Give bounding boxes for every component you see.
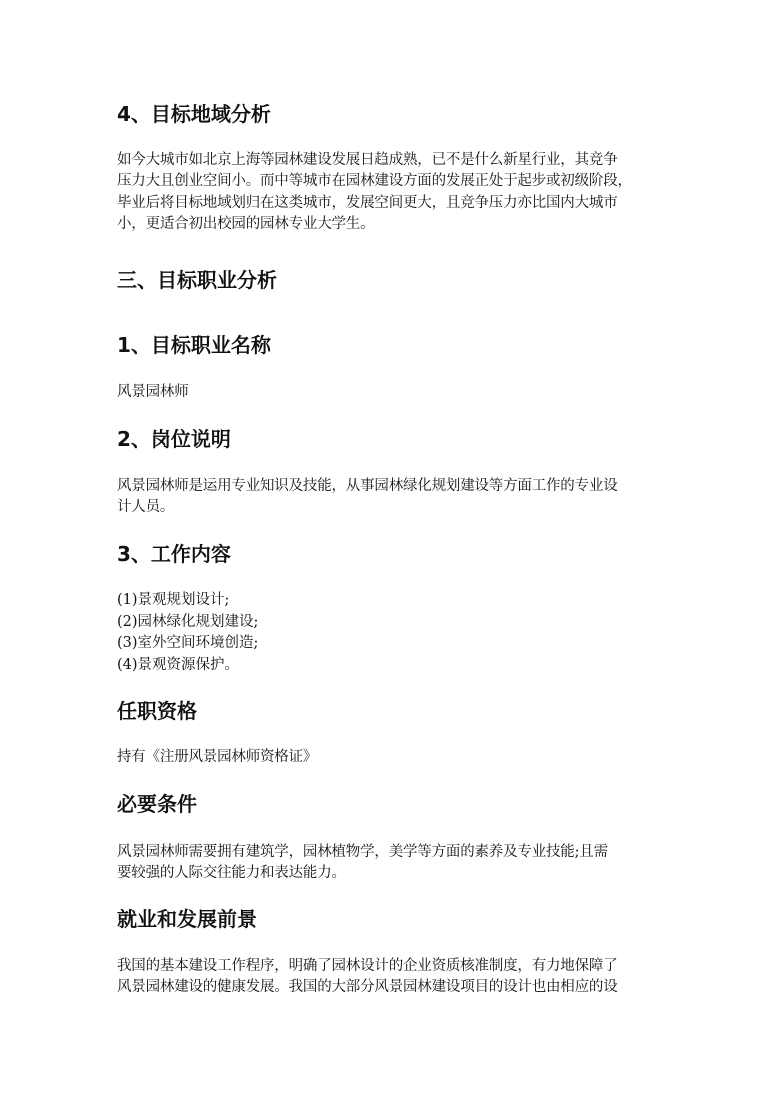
text-line: 风景园林师 xyxy=(117,384,189,400)
text-line: 毕业后将目标地域划归在这类城市，发展空间更大，且竞争压力亦比国内大城市 xyxy=(117,194,618,211)
text-line: 计人员。 xyxy=(117,499,175,516)
text-line: 持有《注册风景园林师资格证》 xyxy=(117,749,318,765)
text-line: 我国的基本建设工作程序，明确了园林设计的企业资质核准制度，有力地保障了 xyxy=(117,958,618,974)
heading-requirements: 必要条件 xyxy=(117,792,197,816)
list-item: (1)景观规划设计; xyxy=(117,592,230,608)
paragraph-prospects xyxy=(117,956,677,999)
text-line: 如今大城市如北京上海等园林建设发展日趋成熟，已不是什么新星行业，其竞争 xyxy=(117,152,618,168)
heading-career-name: 1、目标职业名称 xyxy=(117,333,271,357)
paragraph-target-region xyxy=(117,150,677,235)
heading-position-desc: 2、岗位说明 xyxy=(117,427,231,451)
list-item: (2)园林绿化规划建设; xyxy=(117,613,259,630)
text-line: 要较强的人际交往能力和表达能力。 xyxy=(117,865,346,882)
paragraph-requirements xyxy=(117,842,677,885)
work-content-list xyxy=(117,590,258,676)
heading-target-region: 4、目标地域分析 xyxy=(117,102,271,126)
heading-career-analysis: 三、目标职业分析 xyxy=(117,268,277,292)
text-line: 风景园林师需要拥有建筑学，园林植物学，美学等方面的素养及专业技能;且需 xyxy=(117,844,608,860)
text-line: 小，更适合初出校园的园林专业大学生。 xyxy=(117,215,375,232)
heading-work-content: 3、工作内容 xyxy=(117,542,231,566)
list-item: (3)室外空间环境创造; xyxy=(117,635,259,651)
text-line: 压力大且创业空间小。而中等城市在园林建设方面的发展正处于起步或初级阶段， xyxy=(117,173,632,190)
text-line: 风景园林师是运用专业知识及技能，从事园林绿化规划建设等方面工作的专业设 xyxy=(117,478,618,494)
heading-prospects: 就业和发展前景 xyxy=(117,907,257,931)
text-line: 风景园林建设的健康发展。我国的大部分风景园林建设项目的设计也由相应的设 xyxy=(117,979,618,996)
paragraph-career-name xyxy=(117,382,677,403)
heading-qualification: 任职资格 xyxy=(117,699,197,723)
paragraph-position-desc xyxy=(117,476,677,519)
paragraph-qualification xyxy=(117,747,677,768)
list-item: (4)景观资源保护。 xyxy=(117,656,240,673)
